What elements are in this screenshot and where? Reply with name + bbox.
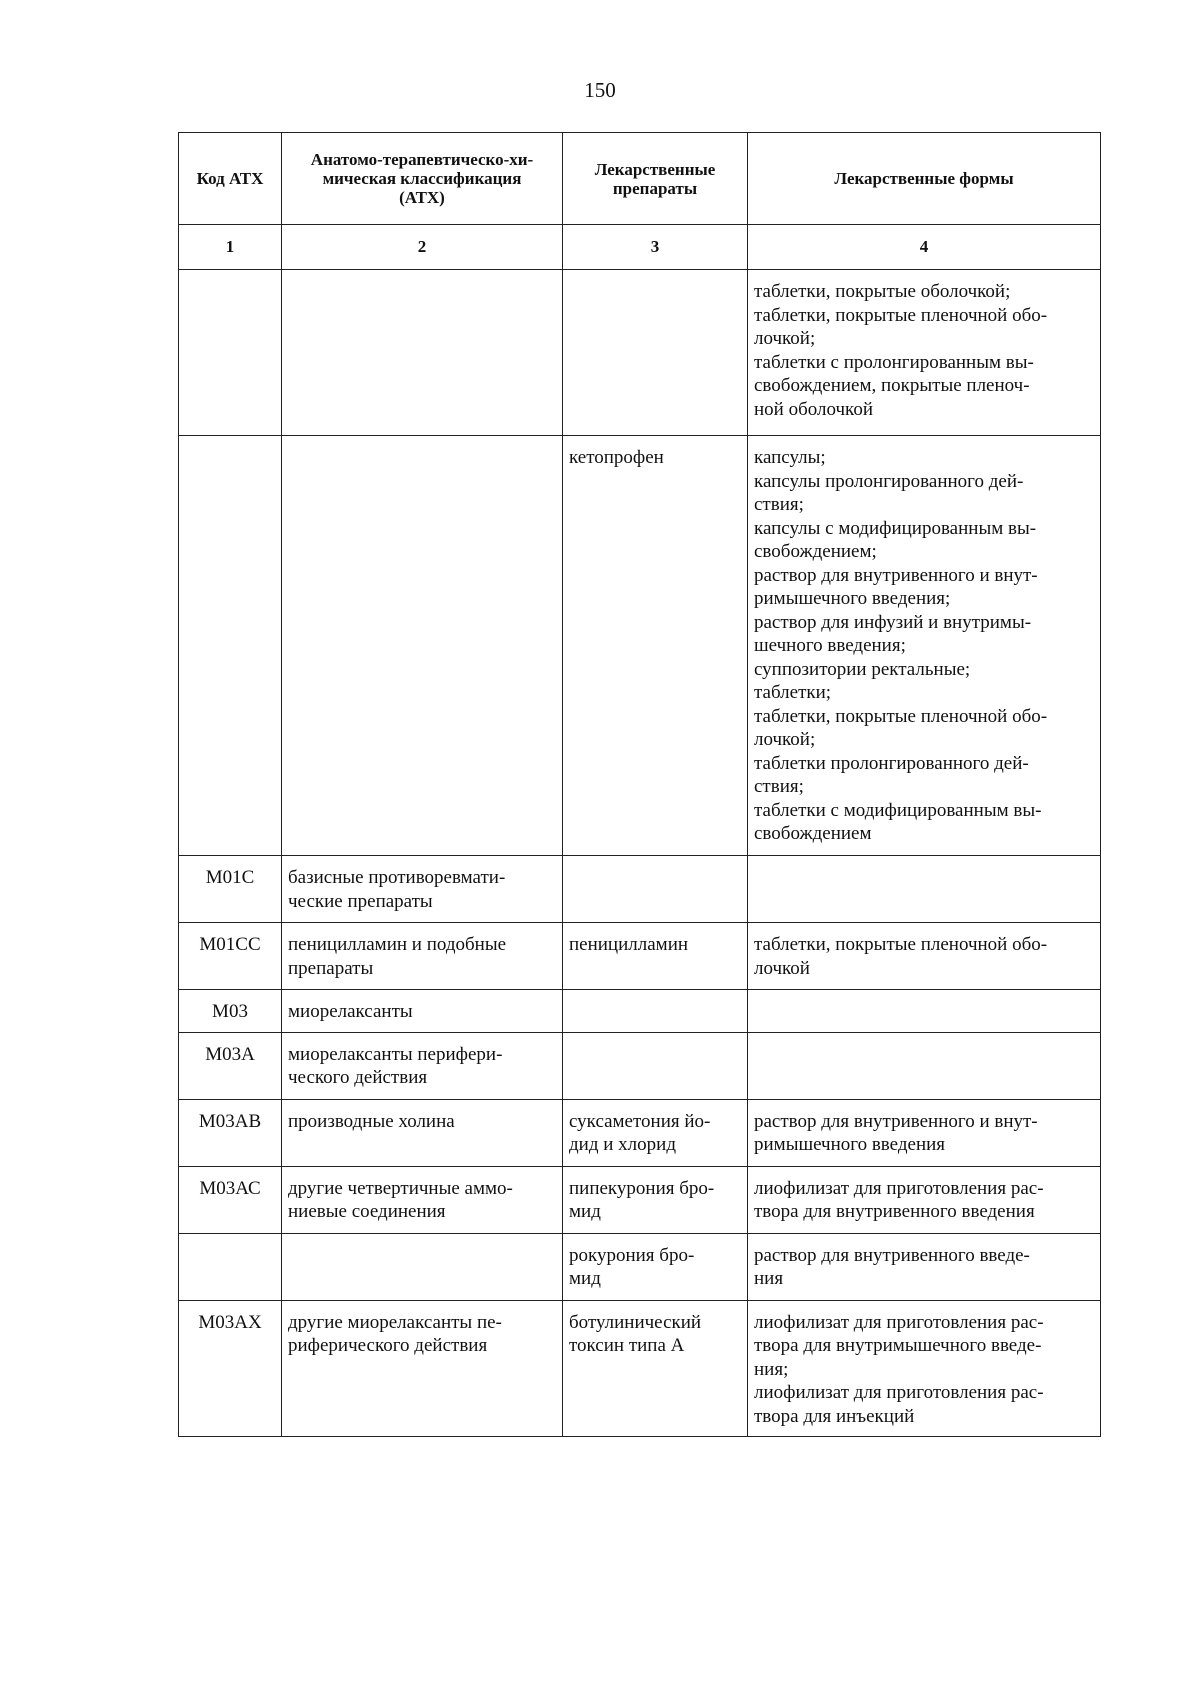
cell-text-line: ниевые соединения: [288, 1201, 446, 1222]
classification-cell: [282, 1032, 563, 1099]
classification-cell: [282, 270, 563, 436]
cell-text-line: твора для инъекций: [754, 1405, 915, 1427]
cell-text-line: римышечного введения: [754, 1134, 946, 1155]
drug-cell: [563, 1099, 748, 1166]
dosage-forms-cell: [748, 436, 1101, 856]
cell-text-line: шечного введения;: [754, 635, 906, 656]
cell-text-line: другие миорелаксанты пе-: [288, 1311, 502, 1333]
atx-code-cell: М03АХ: [179, 1300, 282, 1437]
atx-code-cell: [179, 436, 282, 856]
cell-text-line: ботулинический: [569, 1311, 702, 1333]
cell-text-line: твора для внутримышечного введе-: [754, 1335, 1042, 1356]
table-row: [179, 1300, 1101, 1437]
cell-text-line: капсулы пролонгированного дей-: [754, 470, 1024, 492]
header-classification: [282, 133, 563, 225]
cell-text-line: ческого действия: [288, 1067, 428, 1088]
page-number: 150: [584, 78, 616, 102]
classification-cell: [282, 436, 563, 856]
classification-cell: [282, 856, 563, 923]
cell-text-line: лиофилизат для приготовления рас-: [754, 1177, 1044, 1199]
header-line: (АТХ): [399, 188, 445, 207]
cell-text-line: ствия;: [754, 494, 804, 515]
cell-text-line: таблетки, покрытые оболочкой;: [754, 281, 1011, 302]
drug-cell: [563, 1166, 748, 1233]
cell-text-line: пипекурония бро-: [569, 1177, 715, 1199]
cell-text-line: мид: [569, 1268, 601, 1289]
cell-text-line: таблетки, покрытые пленочной обо-: [754, 934, 1048, 955]
cell-text-line: лочкой;: [754, 328, 816, 349]
cell-text-line: риферического действия: [288, 1335, 488, 1356]
header-line: Лекарственные: [594, 159, 716, 179]
atx-code-cell: М01СС: [179, 923, 282, 990]
table-row: [179, 270, 1101, 436]
classification-cell: [282, 990, 563, 1033]
cell-text-line: капсулы;: [754, 447, 826, 468]
classification-cell: [282, 1300, 563, 1437]
cell-text-line: таблетки пролонгированного дей-: [754, 752, 1029, 774]
dosage-forms-cell: [748, 923, 1101, 990]
atx-code-cell: М03АС: [179, 1166, 282, 1233]
cell-text-line: суппозитории ректальные;: [754, 658, 971, 680]
dosage-forms-cell: [748, 1032, 1101, 1099]
table-row: [179, 856, 1101, 923]
table-row: [179, 1032, 1101, 1099]
classification-cell: [282, 1233, 563, 1300]
cell-text-line: свобождением;: [754, 541, 877, 562]
header-line: Анатомо-терапевтическо-хи-: [310, 150, 534, 169]
cell-text-line: свобождением, покрытые пленоч-: [754, 375, 1030, 396]
table-row: [179, 923, 1101, 990]
dosage-forms-cell: [748, 1300, 1101, 1437]
cell-text-line: лиофилизат для приготовления рас-: [754, 1382, 1044, 1403]
atx-code-cell: М01С: [179, 856, 282, 923]
cell-text-line: таблетки, покрытые пленочной обо-: [754, 705, 1048, 727]
dosage-forms-cell: [748, 990, 1101, 1033]
cell-text-line: миорелаксанты: [288, 1001, 413, 1022]
column-number: 3: [563, 225, 748, 270]
table-row: [179, 436, 1101, 856]
cell-text-line: раствор для внутривенного и внут-: [754, 564, 1038, 586]
drug-cell: [563, 923, 748, 990]
header-row: [179, 133, 1101, 225]
cell-text-line: лочкой;: [754, 729, 816, 750]
cell-text-line: рокурония бро-: [569, 1244, 695, 1266]
dosage-forms-cell: [748, 270, 1101, 436]
table-row: [179, 990, 1101, 1033]
drug-cell: [563, 1300, 748, 1437]
cell-text-line: мид: [569, 1201, 601, 1222]
cell-text-line: базисные противоревмати-: [288, 867, 506, 888]
dosage-forms-cell: [748, 856, 1101, 923]
cell-text-line: другие четвертичные аммо-: [288, 1177, 513, 1199]
cell-text-line: твора для внутривенного введения: [754, 1201, 1035, 1222]
atx-code-cell: [179, 1233, 282, 1300]
cell-text-line: римышечного введения;: [754, 588, 951, 609]
cell-text-line: пеницилламин: [569, 934, 689, 955]
header-drugs: [563, 133, 748, 225]
drug-cell: [563, 1233, 748, 1300]
atx-code-cell: М03: [179, 990, 282, 1033]
cell-text-line: суксаметония йо-: [569, 1110, 711, 1132]
cell-text-line: дид и хлорид: [569, 1134, 676, 1155]
table-row: [179, 1233, 1101, 1300]
cell-text-line: производные холина: [288, 1110, 455, 1132]
dosage-forms-cell: [748, 1166, 1101, 1233]
column-number: 4: [748, 225, 1101, 270]
header-code: Код АТХ: [179, 133, 282, 225]
classification-cell: [282, 923, 563, 990]
header-line: препараты: [612, 178, 698, 198]
column-number: 1: [179, 225, 282, 270]
cell-text-line: ной оболочкой: [754, 398, 873, 420]
cell-text-line: токсин типа А: [569, 1335, 685, 1356]
header-line: мическая классификация: [322, 169, 522, 188]
cell-text-line: ствия;: [754, 776, 804, 797]
drug-cell: [563, 436, 748, 856]
cell-text-line: таблетки с модифицированным вы-: [754, 799, 1042, 821]
atx-code-cell: М03А: [179, 1032, 282, 1099]
drug-cell: [563, 990, 748, 1033]
cell-text-line: ния;: [754, 1358, 789, 1380]
cell-text-line: капсулы с модифицированным вы-: [754, 517, 1037, 539]
cell-text-line: ческие препараты: [288, 890, 433, 912]
cell-text-line: пеницилламин и подобные: [288, 934, 507, 955]
drug-cell: [563, 1032, 748, 1099]
cell-text-line: таблетки, покрытые пленочной обо-: [754, 304, 1048, 326]
cell-text-line: лочкой: [754, 957, 810, 979]
cell-text-line: кетопрофен: [569, 447, 664, 468]
cell-text-line: свобождением: [754, 823, 872, 844]
dosage-forms-cell: [748, 1233, 1101, 1300]
atx-table-body: [179, 270, 1101, 1437]
cell-text-line: раствор для внутривенного введе-: [754, 1244, 1030, 1266]
cell-text-line: таблетки;: [754, 682, 832, 703]
header-forms: Лекарственные формы: [748, 133, 1101, 225]
table-row: [179, 1099, 1101, 1166]
classification-cell: [282, 1166, 563, 1233]
drug-cell: [563, 270, 748, 436]
cell-text-line: миорелаксанты перифери-: [288, 1043, 503, 1065]
cell-text-line: ния: [754, 1268, 784, 1289]
cell-text-line: таблетки с пролонгированным вы-: [754, 351, 1034, 373]
dosage-forms-cell: [748, 1099, 1101, 1166]
atx-code-cell: М03АВ: [179, 1099, 282, 1166]
table-row: [179, 1166, 1101, 1233]
atx-code-cell: [179, 270, 282, 436]
cell-text-line: раствор для инфузий и внутримы-: [754, 611, 1032, 633]
atx-table: [178, 132, 1101, 1437]
cell-text-line: препараты: [288, 957, 374, 979]
cell-text-line: раствор для внутривенного и внут-: [754, 1110, 1038, 1132]
column-number: 2: [282, 225, 563, 270]
classification-cell: [282, 1099, 563, 1166]
column-number-row: [179, 225, 1101, 270]
cell-text-line: лиофилизат для приготовления рас-: [754, 1311, 1044, 1333]
drug-cell: [563, 856, 748, 923]
